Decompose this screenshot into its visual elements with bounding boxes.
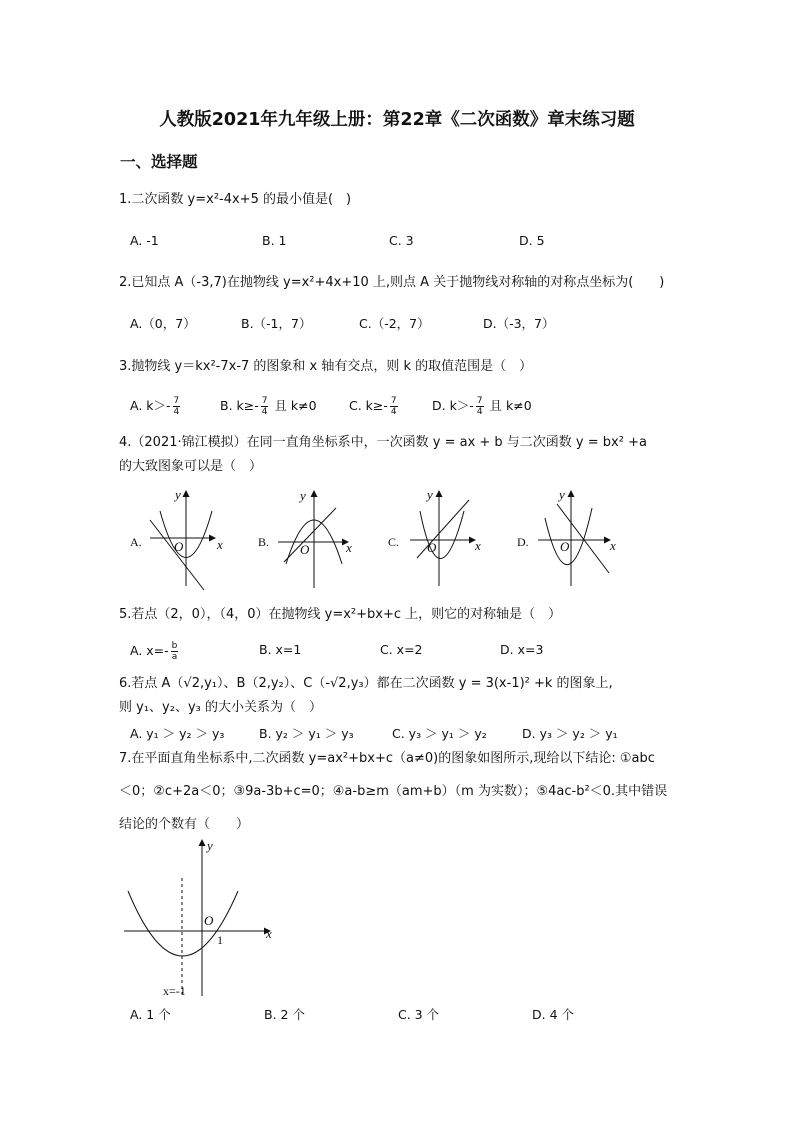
graph-a-label: A.: [130, 535, 142, 549]
graph-d-y: y: [559, 487, 565, 502]
q3-option-a: A. k＞- $\frac{7}{4}$: [130, 396, 180, 417]
q7-axis-label: x=-1: [163, 984, 186, 998]
question-3: 3.抛物线 y＝kx²-7x-7 的图象和 x 轴有交点，则 k 的取值范围是（ ）: [119, 359, 533, 374]
graph-b-x: x: [346, 540, 352, 555]
q6-option-a: A. y₁ ＞ y₂ ＞ y₃: [130, 726, 225, 741]
q7-option-b: B. 2 个: [264, 1007, 305, 1022]
q1-option-c: C. 3: [389, 233, 414, 248]
q3-option-b: B. k≥- $\frac{7}{4}$ 且 k≠0: [220, 396, 317, 417]
q2-option-d: D.（-3，7）: [483, 316, 555, 331]
graph-d-label: D.: [517, 535, 529, 549]
q7-one-label: 1: [217, 933, 223, 947]
q5-option-b: B. x=1: [259, 642, 302, 657]
question-7-line-3: 结论的个数有（ ）: [119, 817, 250, 832]
q2-option-a: A.（0，7）: [130, 316, 196, 331]
graph-a-y: y: [175, 487, 181, 502]
q1-option-b: B. 1: [262, 233, 287, 248]
q5-option-d: D. x=3: [500, 642, 544, 657]
graph-d: [538, 491, 610, 586]
graph-a-x: x: [217, 537, 223, 552]
q7-graph: [118, 836, 278, 1002]
q3-option-d: D. k＞- $\frac{7}{4}$ 且 k≠0: [432, 396, 532, 417]
q7-option-c: C. 3 个: [398, 1007, 440, 1022]
q7-y-label: y: [207, 838, 213, 853]
graph-b-y: y: [300, 488, 306, 503]
section-heading: 一、选择题: [120, 153, 198, 171]
question-6-line-2: 则 y₁、y₂、y₃ 的大小关系为（ ）: [119, 700, 322, 715]
question-4-line-1: 4.（2021·锦江模拟）在同一直角坐标系中，一次函数 y = ax + b 与二次函数 y = bx² +a: [119, 435, 647, 450]
graph-a-origin: O: [174, 539, 184, 554]
q7-origin-label: O: [204, 913, 214, 928]
graph-b-label: B.: [258, 535, 270, 549]
graph-c: [410, 491, 475, 586]
q7-option-d: D. 4 个: [532, 1007, 574, 1022]
q2-option-c: C.（-2，7）: [359, 316, 430, 331]
question-2: 2.已知点 A（-3,7)在抛物线 y=x²+4x+10 上,则点 A 关于抛物线对称轴的对称点坐标为( ): [119, 275, 665, 290]
q7-option-a: A. 1 个: [130, 1007, 171, 1022]
q3-option-c: C. k≥- $\frac{7}{4}$: [349, 396, 397, 417]
q6-option-c: C. y₃ ＞ y₁ ＞ y₂: [392, 726, 487, 741]
q6-option-b: B. y₂ ＞ y₁ ＞ y₃: [259, 726, 354, 741]
question-1: 1.二次函数 y=x²-4x+5 的最小值是( ): [119, 192, 352, 207]
q2-option-b: B.（-1，7）: [241, 316, 312, 331]
question-5: 5.若点（2，0），（4，0）在抛物线 y=x²+bx+c 上，则它的对称轴是（ ）: [119, 607, 562, 622]
page-title: 人教版2021年九年级上册：第22章《二次函数》章末练习题: [159, 110, 635, 130]
graph-c-label: C.: [388, 535, 400, 549]
graph-d-origin: O: [560, 539, 570, 554]
q5-option-a: A. x=- $\frac{b}{a}$: [130, 641, 178, 662]
question-7-line-2: ＜0；②c+2a＜0；③9a-3b+c=0；④a-b≥m（am+b）（m 为实数）；⑤4ac-b²＜0.其中错误: [119, 784, 668, 799]
question-4-line-2: 的大致图象可以是（ ）: [119, 459, 263, 474]
graph-c-origin: O: [427, 540, 437, 555]
q4-graphs: [120, 486, 630, 591]
q1-option-a: A. -1: [130, 233, 159, 248]
q5-option-c: C. x=2: [380, 642, 423, 657]
q6-option-d: D. y₃ ＞ y₂ ＞ y₁: [522, 726, 618, 741]
graph-d-x: x: [610, 538, 616, 553]
question-7-line-1: 7.在平面直角坐标系中,二次函数 y=ax²+bx+c（a≠0)的图象如图所示,现给以下结论: ①abc: [119, 751, 655, 766]
q1-option-d: D. 5: [519, 233, 545, 248]
graph-c-y: y: [427, 487, 433, 502]
graph-b: [278, 491, 348, 588]
graph-b-origin: O: [300, 542, 310, 557]
question-6-line-1: 6.若点 A（√2,y₁）、B（2,y₂）、C（-√2,y₃）都在二次函数 y = 3(x-1)² +k 的图象上,: [119, 676, 613, 691]
q7-x-label: x: [266, 926, 272, 941]
graph-c-x: x: [475, 538, 481, 553]
